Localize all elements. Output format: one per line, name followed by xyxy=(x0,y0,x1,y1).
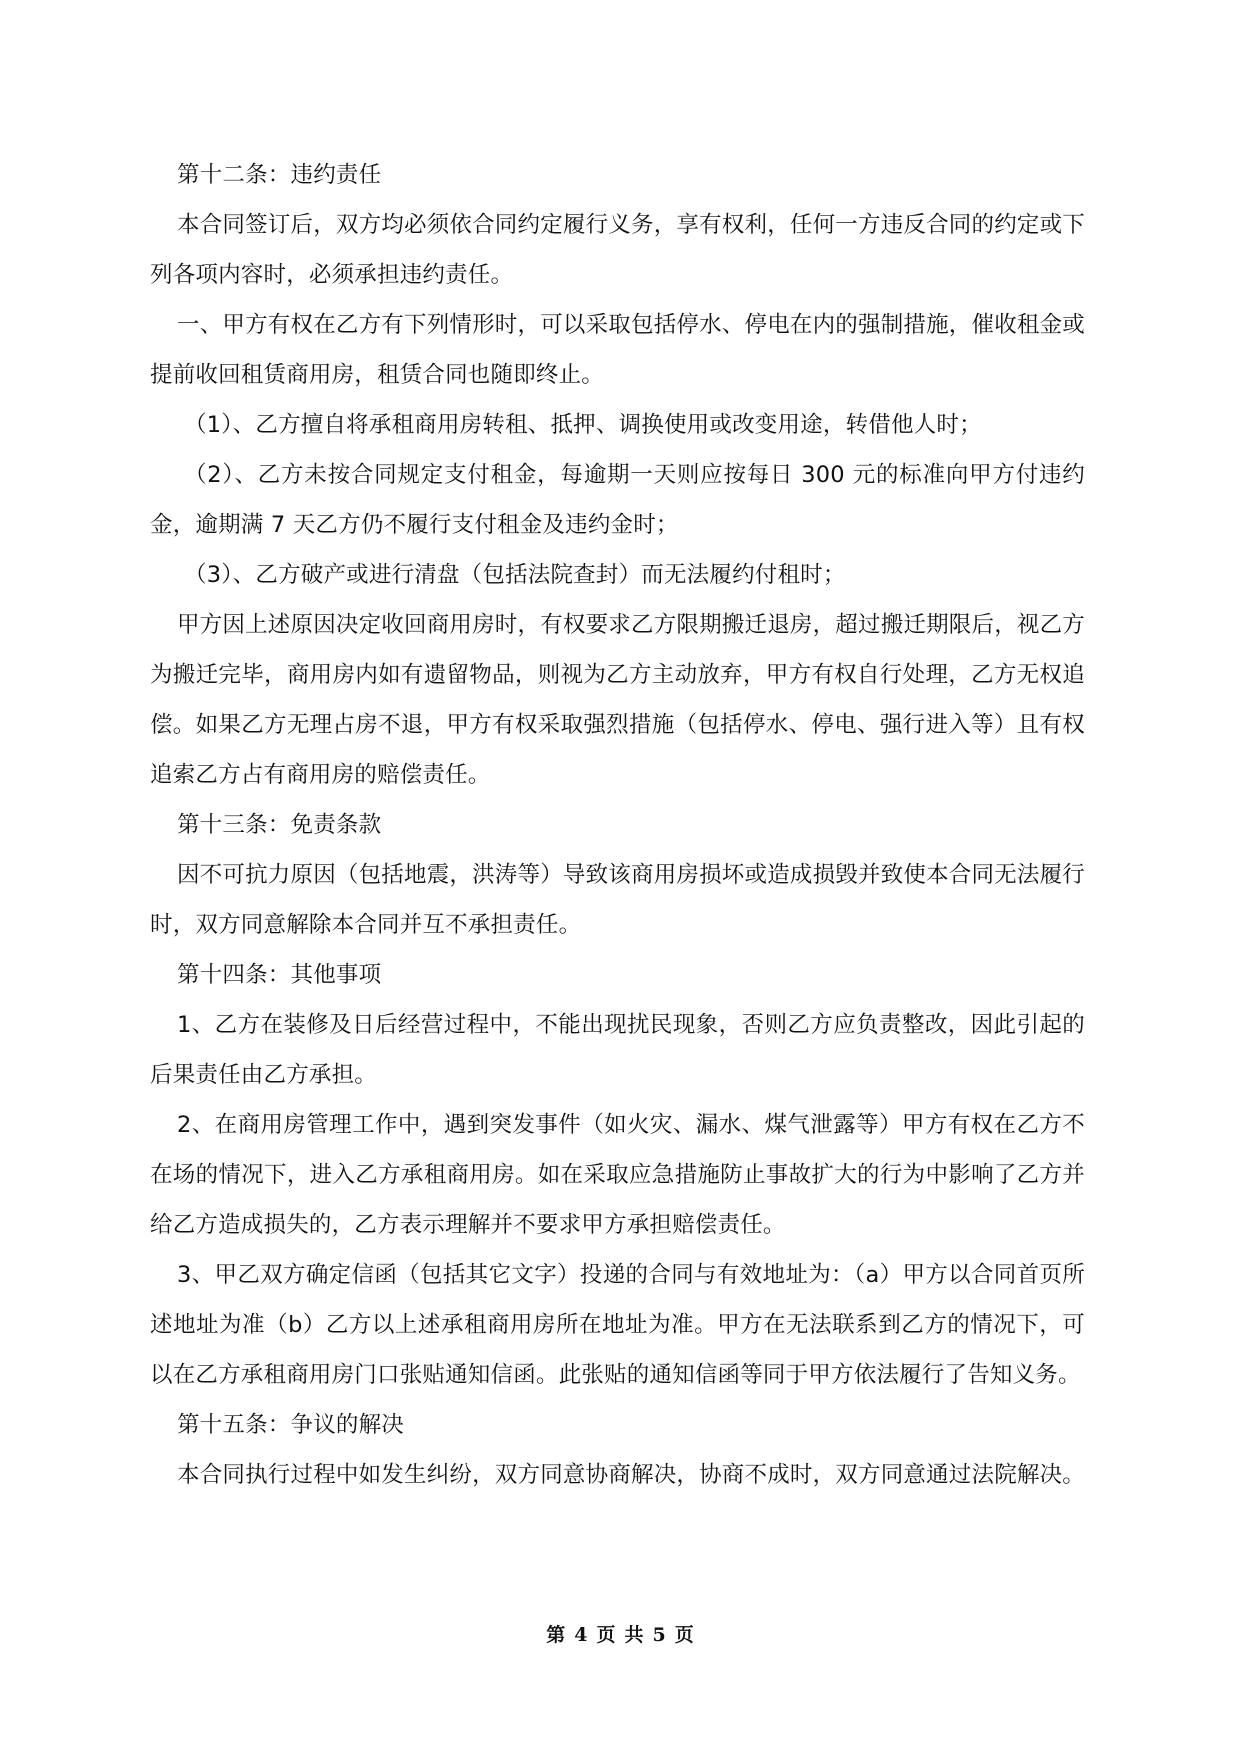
footer-prefix: 第 xyxy=(546,1624,567,1646)
article-12-subitem-2: （2）、乙方未按合同规定支付租金，每逾期一天则应按每日 300 元的标准向甲方付违约金，逾期满 7 天乙方仍不履行支付租金及违约金时； xyxy=(150,462,1085,538)
article-12-recovery-clause: 甲方因上述原因决定收回商用房时，有权要求乙方限期搬迁退房，超过搬迁期限后，视乙方为搬迁完毕，商用房内如有遗留物品，则视为乙方主动放弃，甲方有权自行处理，乙方无权追偿。如果乙方无理占房不退，甲方有权采取强烈措施（包括停水、停电、强行进入等）且有权追索乙方占有商用房的赔偿责任。 xyxy=(150,612,1086,788)
article-12-body: 本合同签订后，双方均必须依合同约定履行义务，享有权利，任何一方违反合同的约定或下列各项内容时，必须承担违约责任。 xyxy=(150,212,1086,288)
article-13-heading: 第十三条：免责条款 xyxy=(177,812,382,838)
footer-page-word: 页 xyxy=(596,1624,617,1646)
article-12-subitem-3: （3）、乙方破产或进行清盘（包括法院查封）而无法履约付租时； xyxy=(184,562,846,588)
article-14-heading: 第十四条：其他事项 xyxy=(177,962,382,988)
footer-total-prefix: 共 xyxy=(624,1624,645,1646)
article-14-item-3: 3、甲乙双方确定信函（包括其它文字）投递的合同与有效地址为：（a）甲方以合同首页所述地址为准（b）乙方以上述承租商用房所在地址为准。甲方在无法联系到乙方的情况下，可以在乙方承租商用房门口张贴通知信函。此张贴的通知信函等同于甲方依法履行了告知义务。 xyxy=(150,1262,1085,1388)
page-number-footer xyxy=(0,1620,1241,1647)
footer-suffix: 页 xyxy=(674,1624,695,1646)
article-12-item-1: 一、甲方有权在乙方有下列情形时，可以采取包括停水、停电在内的强制措施，催收租金或提前收回租赁商用房，租赁合同也随即终止。 xyxy=(150,312,1086,388)
current-page-number: 4 xyxy=(574,1624,589,1646)
article-14-item-1: 1、乙方在装修及日后经营过程中，不能出现扰民现象，否则乙方应负责整改，因此引起的后果责任由乙方承担。 xyxy=(150,1012,1085,1088)
article-15-body: 本合同执行过程中如发生纠纷，双方同意协商解决，协商不成时，双方同意通过法院解决。 xyxy=(177,1462,1086,1488)
total-page-count: 5 xyxy=(652,1624,667,1646)
article-12-subitem-1: （1）、乙方擅自将承租商用房转租、抵押、调换使用或改变用途，转借他人时； xyxy=(184,412,982,438)
article-13-body: 因不可抗力原因（包括地震，洪涛等）导致该商用房损坏或造成损毁并致使本合同无法履行时，双方同意解除本合同并互不承担责任。 xyxy=(150,862,1086,938)
article-15-heading: 第十五条：争议的解决 xyxy=(177,1412,405,1438)
article-14-item-2: 2、在商用房管理工作中，遇到突发事件（如火灾、漏水、煤气泄露等）甲方有权在乙方不在场的情况下，进入乙方承租商用房。如在采取应急措施防止事故扩大的行为中影响了乙方并给乙方造成损失的，乙方表示理解并不要求甲方承担赔偿责任。 xyxy=(150,1112,1085,1238)
document-body xyxy=(150,150,1085,1500)
article-12-heading: 第十二条：违约责任 xyxy=(177,162,382,188)
